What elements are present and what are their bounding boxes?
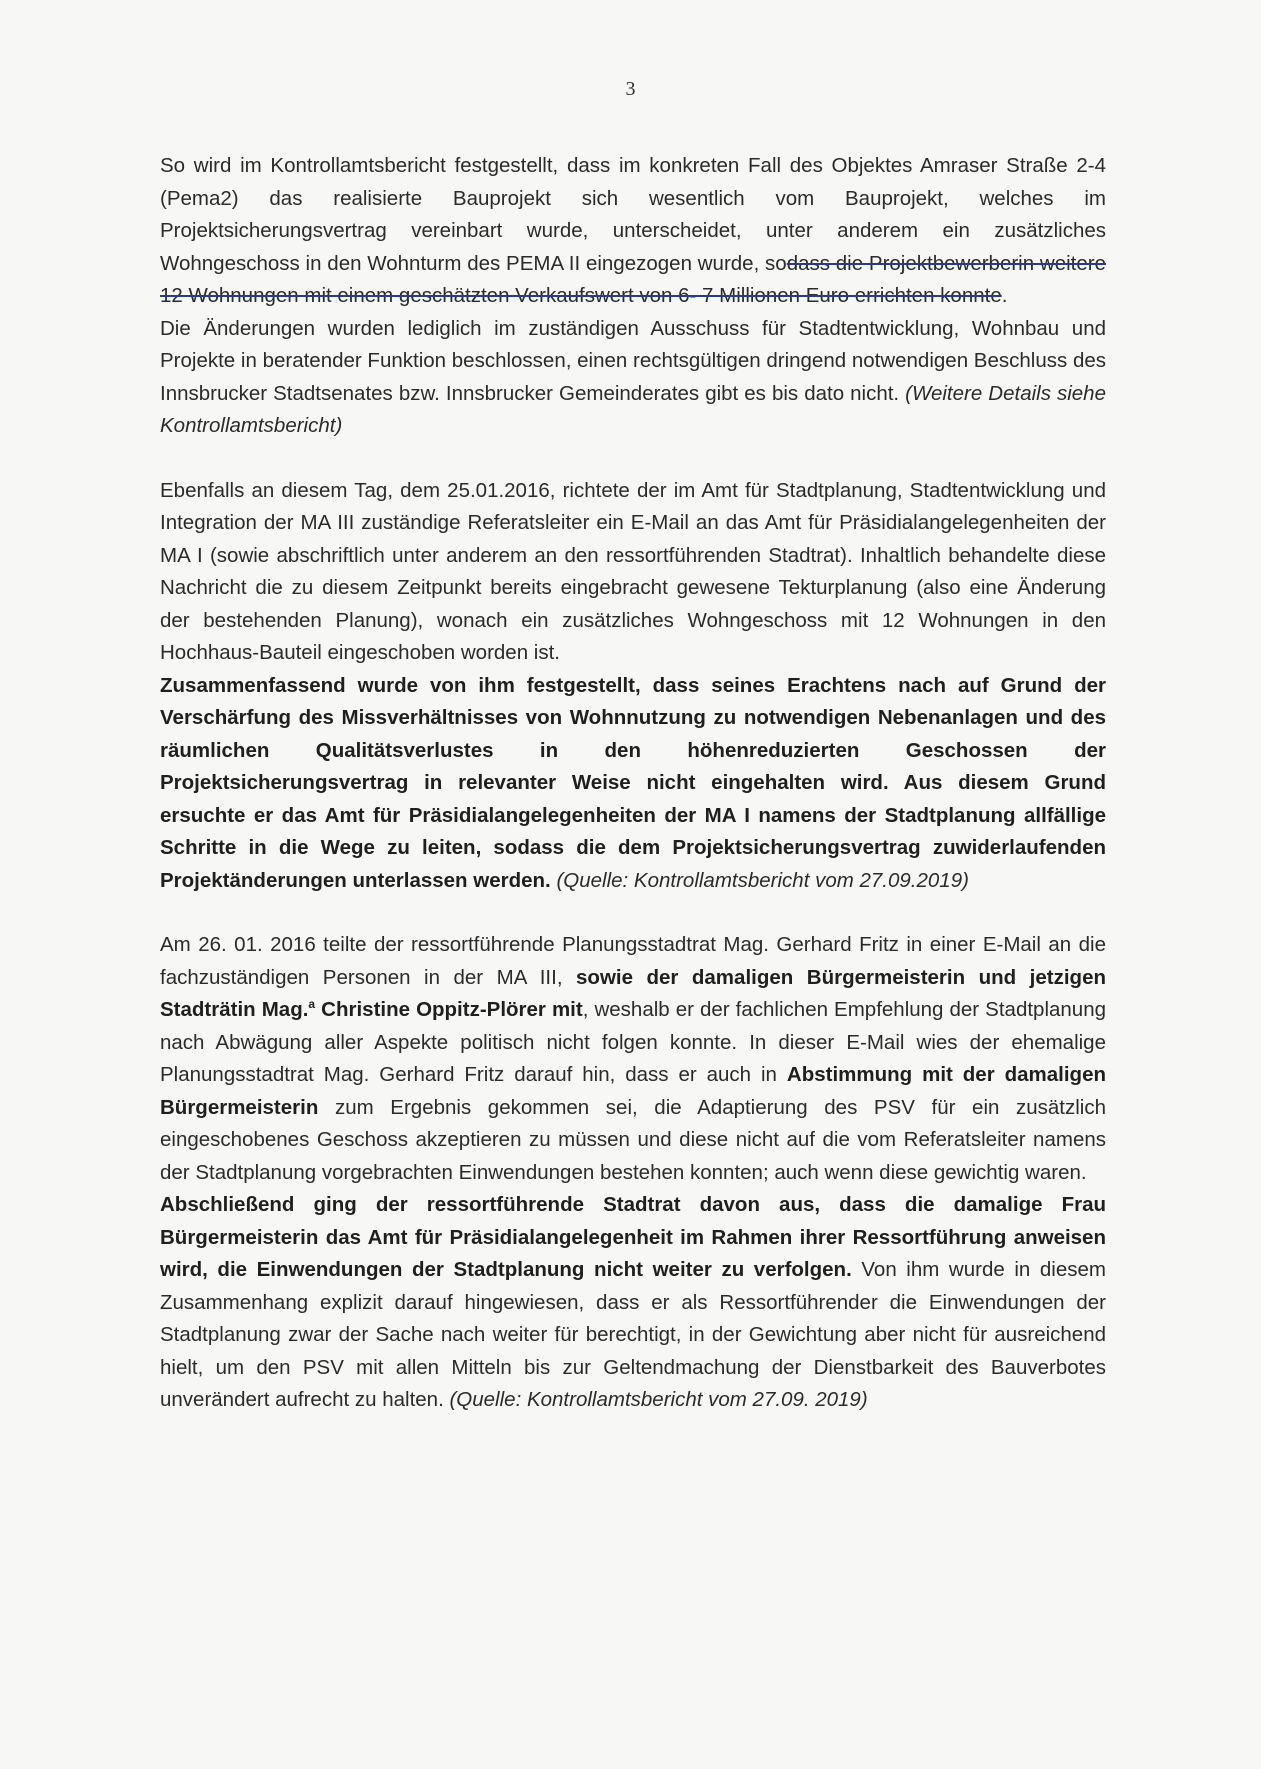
source-reference: (Weitere Details siehe Kontrollamtsbericht) (160, 381, 1106, 437)
paragraph-conclusion (160, 1189, 1106, 1417)
paragraph-text: zum Ergebnis gekommen sei, die Adaptierung des PSV für ein zusätzlich eingeschobenes Geschoss akzeptieren zu müssen und diese nicht auf die vom Referatsleiter namens der Stadtplanung vorgebrachten Einwendungen bestehen konnten; auch wenn diese gewichtig waren. (160, 1095, 1107, 1184)
bold-text: Abschließend ging der ressortführende Stadtrat davon aus, dass die damalige Frau Bürgermeisterin das Amt für Präsidialangelegenheit im Rahmen ihrer Ressortführung anweisen wird, die Einwendungen der Stadtplanung nicht weiter zu verfolgen. (160, 1193, 1106, 1281)
paragraph-committee-changes (160, 313, 1106, 443)
source-reference: (Quelle: Kontrollamtsbericht vom 27.09.2019) (556, 868, 969, 892)
paragraph-gap (160, 443, 1106, 475)
page-number: 3 (625, 78, 636, 100)
struck-through-text: dass die Projektbewerberin weitere 12 Wohnungen mit einem geschätzten Verkaufswert von 6- 7 Millionen Euro errichten konnte (160, 251, 1106, 307)
superscript: a (308, 997, 316, 1012)
paragraph-summary-findings (160, 670, 1106, 898)
paragraph-gap (160, 897, 1106, 929)
bold-text: sowie der damaligen Bürgermeisterin und jetzigen Stadträtin Mag. (160, 965, 1106, 1021)
paragraph-text: , weshalb er der fachlichen Empfehlung der Stadtplanung nach Abwägung aller Aspekte politisch nicht folgen konnte. In dieser E-Mail wies der ehemalige Planungsstadtrat Mag. Gerhard Fritz darauf hin, dass er auch in (160, 998, 1107, 1086)
paragraph-email-referatsleiter (160, 475, 1106, 670)
paragraph-text: Am 26. 01. 2016 teilte der ressortführende Planungsstadtrat Mag. Gerhard Fritz in einer E-Mail an die fachzuständigen Personen in der MA III, (160, 933, 1106, 989)
bold-text: Zusammenfassend wurde von ihm festgestellt, dass seines Erachtens nach auf Grund der Verschärfung des Missverhältnisses von Wohnnutzung zu notwendigen Nebenanlagen und des räumlichen Qualitätsverlustes in den höhenreduzierten Geschossen der Projektsicherungsvertrag in relevanter Weise nicht eingehalten wird. Aus diesem Grund ersuchte er das Amt für Präsidialangelegenheiten der MA I namens der Stadtplanung allfällige Schritte in die Wege zu leiten, sodass die dem Projektsicherungsvertrag zuwiderlaufenden Projektänderungen unterlassen werden. (160, 673, 1106, 892)
paragraph-text: Von ihm wurde in diesem Zusammenhang explizit darauf hingewiesen, dass er als Ressortführender die Einwendungen der Stadtplanung zwar der Sache nach weiter für berechtigt, in der Gewichtung aber nicht für ausreichend hielt, um den PSV mit allen Mitteln bis zur Geltendmachung der Dienstbarkeit des Bauverbotes unverändert aufrecht zu halten. (160, 1258, 1106, 1411)
paragraph-end: . (1001, 284, 1008, 307)
paragraph-text: Ebenfalls an diesem Tag, dem 25.01.2016, richtete der im Amt für Stadtplanung, Stadtentwicklung und Integration der MA III zuständige Referatsleiter ein E-Mail an das Amt für Präsidialangelegenheiten der MA I (sowie abschriftlich unter anderem an den ressortführenden Stadtrat). Inhaltlich behandelte diese Nachricht die zu diesem Zeitpunkt bereits eingebracht gewesene Tekturplanung (also eine Änderung der bestehenden Planung), wonach ein zusätzliches Wohngeschoss mit 12 Wohnungen in den Hochhaus-Bauteil eingeschoben worden ist. (160, 478, 1106, 664)
bold-text: Abstimmung mit der damaligen Bürgermeisterin (160, 1063, 1107, 1119)
document-body (160, 150, 1106, 1417)
bold-text: Christine Oppitz-Plörer mit (321, 998, 583, 1021)
source-reference: (Quelle: Kontrollamtsbericht vom 27.09. 2019) (449, 1388, 868, 1411)
paragraph-text: So wird im Kontrollamtsbericht festgestellt, dass im konkreten Fall des Objektes Amraser Straße 2-4 (Pema2) das realisierte Bauprojekt sich wesentlich vom Bauprojekt, welches im Projektsicherungsvertrag vereinbart wurde, unterscheidet, unter anderem ein zusätzliches Wohngeschoss in den Wohnturm des PEMA II eingezogen wurde, so (160, 154, 1106, 275)
paragraph-stadtrat-email (160, 929, 1106, 1189)
paragraph-text: Die Änderungen wurden lediglich im zuständigen Ausschuss für Stadtentwicklung, Wohnbau und Projekte in beratender Funktion beschlossen, einen rechtsgültigen dringend notwendigen Beschluss des Innsbrucker Stadtsenates bzw. Innsbrucker Gemeinderates gibt es bis dato nicht. (160, 316, 1106, 405)
paragraph-kontrollamt-findings (160, 150, 1106, 313)
